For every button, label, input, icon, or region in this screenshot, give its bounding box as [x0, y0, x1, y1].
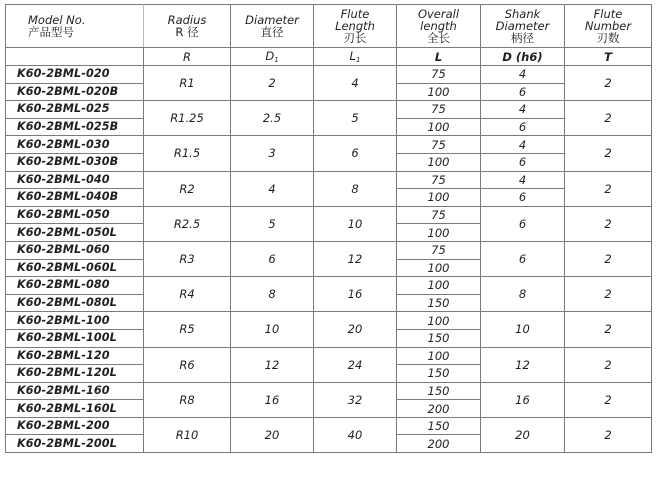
- model-number-cell: K60-2BML-060L: [6, 259, 144, 277]
- overall-length-cell: 150: [397, 294, 481, 312]
- shank-diameter-cell: 4: [481, 66, 565, 84]
- shank-diameter-cell: 16: [481, 382, 565, 417]
- overall-length-cell: 75: [397, 136, 481, 154]
- diameter-cell: 5: [231, 206, 314, 241]
- overall-length-cell: 100: [397, 153, 481, 171]
- table-row: [6, 417, 652, 435]
- overall-length-cell: 150: [397, 382, 481, 400]
- shank-diameter-cell: 6: [481, 118, 565, 136]
- shank-diameter-cell: 20: [481, 417, 565, 452]
- diameter-cell: 12: [231, 347, 314, 382]
- symbol-model-empty: [6, 48, 144, 66]
- symbol-diameter: [231, 48, 314, 66]
- overall-length-cell: 100: [397, 312, 481, 330]
- shank-diameter-cell: 6: [481, 83, 565, 101]
- shank-diameter-cell: 4: [481, 101, 565, 119]
- header-row: [6, 5, 652, 48]
- spec-table-body: [6, 66, 652, 453]
- flute-length-cell: 24: [314, 347, 397, 382]
- symbol-radius: R: [144, 48, 231, 66]
- flute-number-cell: 2: [565, 277, 652, 312]
- flute-number-cell: 2: [565, 382, 652, 417]
- overall-length-cell: 100: [397, 118, 481, 136]
- shank-diameter-cell: 6: [481, 241, 565, 276]
- header-radius-en: Radius: [167, 13, 207, 27]
- header-flute-number-en2: Number: [584, 19, 632, 33]
- table-row: [6, 277, 652, 295]
- table-row: [6, 206, 652, 224]
- header-flute-length-en2: Length: [335, 19, 375, 33]
- header-overall-length: [397, 5, 481, 48]
- symbol-shank: D (h6): [481, 48, 565, 66]
- model-number-cell: K60-2BML-025: [6, 101, 144, 119]
- radius-cell: R4: [144, 277, 231, 312]
- table-row: [6, 382, 652, 400]
- model-number-cell: K60-2BML-020B: [6, 83, 144, 101]
- symbol-overall-length: L: [397, 48, 481, 66]
- diameter-cell: 2: [231, 66, 314, 101]
- radius-cell: R3: [144, 241, 231, 276]
- diameter-cell: 20: [231, 417, 314, 452]
- header-shank-en1: Shank: [504, 7, 541, 21]
- overall-length-cell: 150: [397, 365, 481, 383]
- model-number-cell: K60-2BML-060: [6, 241, 144, 259]
- radius-cell: R2: [144, 171, 231, 206]
- header-flute-number: [565, 5, 652, 48]
- model-number-cell: K60-2BML-100: [6, 312, 144, 330]
- model-number-cell: K60-2BML-050L: [6, 224, 144, 242]
- model-number-cell: K60-2BML-200: [6, 417, 144, 435]
- header-radius-cn: R 径: [175, 25, 199, 39]
- header-overall-length-en1: Overall: [417, 7, 460, 21]
- radius-cell: R1: [144, 66, 231, 101]
- flute-length-cell: 16: [314, 277, 397, 312]
- radius-cell: R1.5: [144, 136, 231, 171]
- overall-length-cell: 75: [397, 66, 481, 84]
- symbol-diameter-sub: 1: [274, 56, 279, 64]
- radius-cell: R2.5: [144, 206, 231, 241]
- flute-number-cell: 2: [565, 136, 652, 171]
- overall-length-cell: 75: [397, 241, 481, 259]
- header-diameter: [231, 5, 314, 48]
- model-number-cell: K60-2BML-120L: [6, 365, 144, 383]
- diameter-cell: 3: [231, 136, 314, 171]
- model-number-cell: K60-2BML-025B: [6, 118, 144, 136]
- header-radius: [144, 5, 231, 48]
- model-number-cell: K60-2BML-040B: [6, 189, 144, 207]
- diameter-cell: 2.5: [231, 101, 314, 136]
- overall-length-cell: 75: [397, 101, 481, 119]
- diameter-cell: 16: [231, 382, 314, 417]
- symbol-flute-length: [314, 48, 397, 66]
- model-number-cell: K60-2BML-040: [6, 171, 144, 189]
- model-number-cell: K60-2BML-030B: [6, 153, 144, 171]
- flute-length-cell: 20: [314, 312, 397, 347]
- symbol-flute-number: T: [565, 48, 652, 66]
- model-number-cell: K60-2BML-200L: [6, 435, 144, 453]
- spec-table-container: [5, 4, 652, 453]
- symbol-flute-length-sub: 1: [355, 56, 361, 64]
- radius-cell: R10: [144, 417, 231, 452]
- flute-number-cell: 2: [565, 171, 652, 206]
- shank-diameter-cell: 6: [481, 189, 565, 207]
- overall-length-cell: 100: [397, 83, 481, 101]
- flute-length-cell: 4: [314, 66, 397, 101]
- model-number-cell: K60-2BML-120: [6, 347, 144, 365]
- symbol-flute-length-letter: L: [349, 49, 356, 63]
- flute-length-cell: 40: [314, 417, 397, 452]
- model-number-cell: K60-2BML-050: [6, 206, 144, 224]
- flute-number-cell: 2: [565, 417, 652, 452]
- model-number-cell: K60-2BML-160: [6, 382, 144, 400]
- header-shank-cn: 柄径: [511, 31, 534, 45]
- shank-diameter-cell: 6: [481, 206, 565, 241]
- table-row: [6, 136, 652, 154]
- table-row: [6, 241, 652, 259]
- shank-diameter-cell: 12: [481, 347, 565, 382]
- flute-length-cell: 6: [314, 136, 397, 171]
- overall-length-cell: 100: [397, 224, 481, 242]
- flute-number-cell: 2: [565, 101, 652, 136]
- diameter-cell: 6: [231, 241, 314, 276]
- overall-length-cell: 100: [397, 347, 481, 365]
- overall-length-cell: 200: [397, 400, 481, 418]
- flute-number-cell: 2: [565, 312, 652, 347]
- header-model-cn: 产品型号: [28, 25, 74, 39]
- table-row: [6, 66, 652, 84]
- table-row: [6, 347, 652, 365]
- overall-length-cell: 150: [397, 329, 481, 347]
- flute-number-cell: 2: [565, 347, 652, 382]
- overall-length-cell: 100: [397, 259, 481, 277]
- flute-number-cell: 2: [565, 241, 652, 276]
- diameter-cell: 10: [231, 312, 314, 347]
- shank-diameter-cell: 8: [481, 277, 565, 312]
- header-flute-length-en1: Flute: [340, 7, 370, 21]
- header-flute-number-cn: 刃数: [596, 31, 620, 45]
- table-row: [6, 101, 652, 119]
- table-row: [6, 312, 652, 330]
- radius-cell: R1.25: [144, 101, 231, 136]
- flute-length-cell: 32: [314, 382, 397, 417]
- shank-diameter-cell: 4: [481, 171, 565, 189]
- model-number-cell: K60-2BML-080: [6, 277, 144, 295]
- header-diameter-cn: 直径: [260, 25, 284, 39]
- overall-length-cell: 75: [397, 171, 481, 189]
- flute-number-cell: 2: [565, 66, 652, 101]
- header-shank-en2: Diameter: [495, 19, 550, 33]
- diameter-cell: 4: [231, 171, 314, 206]
- model-number-cell: K60-2BML-100L: [6, 329, 144, 347]
- overall-length-cell: 150: [397, 417, 481, 435]
- overall-length-cell: 100: [397, 189, 481, 207]
- header-flute-length: [314, 5, 397, 48]
- symbol-diameter-letter: D: [265, 49, 275, 63]
- model-number-cell: K60-2BML-020: [6, 66, 144, 84]
- shank-diameter-cell: 4: [481, 136, 565, 154]
- flute-length-cell: 5: [314, 101, 397, 136]
- overall-length-cell: 200: [397, 435, 481, 453]
- symbol-row: [6, 48, 652, 66]
- shank-diameter-cell: 6: [481, 153, 565, 171]
- table-row: [6, 171, 652, 189]
- header-flute-length-cn: 刃长: [343, 31, 367, 45]
- flute-length-cell: 8: [314, 171, 397, 206]
- header-diameter-en: Diameter: [245, 13, 299, 27]
- model-number-cell: K60-2BML-030: [6, 136, 144, 154]
- overall-length-cell: 75: [397, 206, 481, 224]
- header-shank-diameter: [481, 5, 565, 48]
- spec-table: [5, 4, 652, 453]
- header-model: [6, 5, 144, 48]
- model-number-cell: K60-2BML-080L: [6, 294, 144, 312]
- header-flute-number-en1: Flute: [593, 7, 623, 21]
- overall-length-cell: 100: [397, 277, 481, 295]
- flute-length-cell: 10: [314, 206, 397, 241]
- header-model-en: Model No.: [28, 13, 86, 27]
- model-number-cell: K60-2BML-160L: [6, 400, 144, 418]
- flute-number-cell: 2: [565, 206, 652, 241]
- header-overall-length-en2: length: [420, 19, 457, 33]
- radius-cell: R8: [144, 382, 231, 417]
- header-overall-length-cn: 全长: [427, 31, 450, 45]
- diameter-cell: 8: [231, 277, 314, 312]
- radius-cell: R5: [144, 312, 231, 347]
- radius-cell: R6: [144, 347, 231, 382]
- flute-length-cell: 12: [314, 241, 397, 276]
- shank-diameter-cell: 10: [481, 312, 565, 347]
